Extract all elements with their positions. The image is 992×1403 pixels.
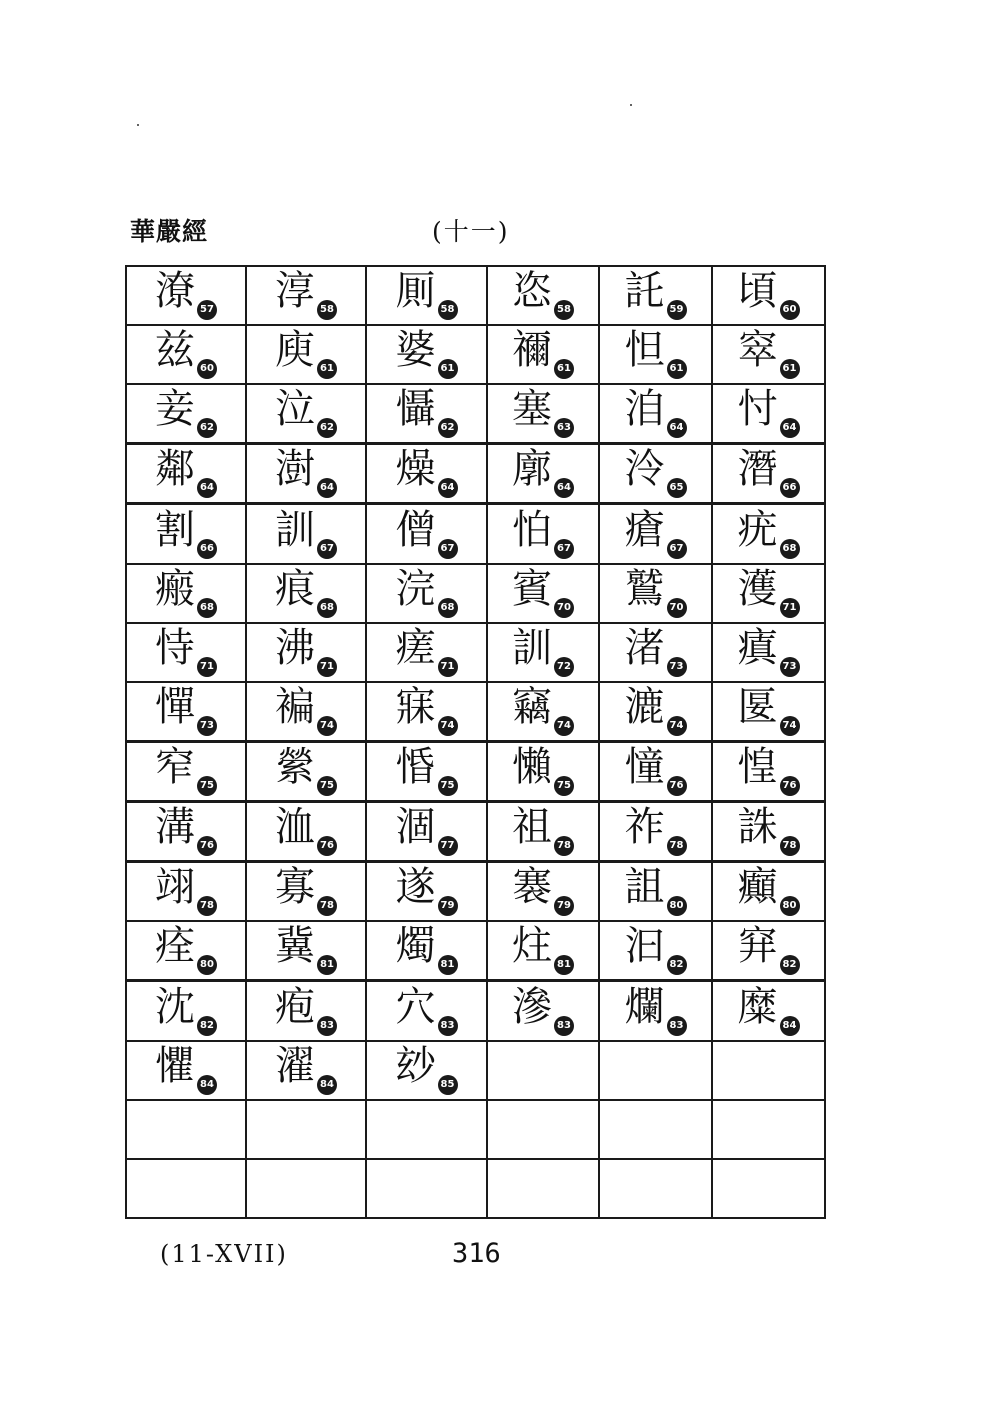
- reference-number-badge: 71: [317, 657, 337, 677]
- table-cell: [599, 1159, 712, 1218]
- table-cell: [366, 384, 487, 444]
- reference-number-badge: 76: [780, 776, 800, 796]
- table-cell: [366, 741, 487, 801]
- character-glyph: 懼: [155, 1042, 195, 1089]
- character-glyph: 厠: [395, 268, 436, 315]
- table-cell: [487, 1159, 599, 1218]
- table-cell: [126, 981, 246, 1041]
- reference-number-badge: 71: [780, 598, 800, 618]
- character-glyph: 冀: [275, 923, 315, 970]
- reference-number-badge: 63: [554, 418, 574, 438]
- table-cell: [599, 384, 712, 444]
- character-glyph: 賓: [512, 565, 552, 612]
- reference-number-badge: 59: [667, 300, 687, 320]
- table-cell: [599, 1100, 712, 1159]
- table-cell: [487, 1041, 599, 1100]
- table-cell: [487, 325, 599, 384]
- reference-number-badge: 83: [438, 1016, 458, 1036]
- table-cell: [366, 682, 487, 742]
- character-glyph: 瘥: [395, 624, 436, 671]
- character-glyph: 訓: [275, 506, 315, 553]
- character-glyph: 誅: [737, 804, 778, 851]
- table-cell: [366, 266, 487, 325]
- reference-number-badge: 83: [554, 1016, 574, 1036]
- table-cell: [366, 325, 487, 384]
- character-glyph: 頃: [737, 268, 778, 315]
- table-cell: [487, 444, 599, 504]
- table-cell: [366, 444, 487, 504]
- character-glyph: 疣: [737, 506, 778, 553]
- reference-number-badge: 76: [197, 836, 217, 856]
- character-glyph: 祖: [512, 804, 552, 851]
- character-glyph: 爛: [624, 983, 665, 1030]
- reference-number-badge: 61: [317, 359, 337, 379]
- table-cell: [366, 921, 487, 981]
- reference-number-badge: 74: [780, 716, 800, 736]
- character-glyph: 妾: [155, 386, 195, 433]
- character-glyph: 託: [624, 268, 665, 315]
- reference-number-badge: 78: [197, 896, 217, 916]
- character-glyph: 褊: [275, 683, 315, 730]
- table-cell: [246, 266, 366, 325]
- reference-number-badge: 64: [780, 418, 800, 438]
- table-row: [126, 564, 825, 623]
- character-glyph: 泣: [275, 386, 315, 433]
- character-glyph: 汩: [624, 923, 665, 970]
- reference-number-badge: 82: [667, 955, 687, 975]
- reference-number-badge: 74: [317, 716, 337, 736]
- table-row: [126, 741, 825, 801]
- table-cell: [712, 325, 825, 384]
- table-cell: [366, 623, 487, 682]
- table-cell: [599, 325, 712, 384]
- table-cell: [487, 266, 599, 325]
- table-cell: [246, 325, 366, 384]
- character-glyph: 瘨: [737, 624, 778, 671]
- table-cell: [712, 741, 825, 801]
- table-row: [126, 1100, 825, 1159]
- character-glyph: 恣: [512, 268, 552, 315]
- table-cell: [487, 741, 599, 801]
- character-glyph: 憚: [155, 683, 195, 730]
- character-glyph: 惶: [737, 744, 778, 790]
- table-cell: [246, 444, 366, 504]
- page-number: 316: [452, 1238, 501, 1269]
- reference-number-badge: 58: [317, 300, 337, 320]
- table-cell: [712, 981, 825, 1041]
- reference-number-badge: 73: [667, 657, 687, 677]
- character-table: [125, 265, 826, 1219]
- character-glyph: 濩: [737, 565, 778, 612]
- reference-number-badge: 75: [317, 776, 337, 796]
- table-cell: [712, 802, 825, 862]
- reference-number-badge: 79: [554, 896, 574, 916]
- table-row: [126, 623, 825, 682]
- table-cell: [599, 682, 712, 742]
- character-glyph: 燥: [395, 446, 436, 493]
- reference-number-badge: 85: [438, 1075, 458, 1095]
- character-glyph: 疱: [275, 983, 315, 1030]
- table-cell: [366, 564, 487, 623]
- character-glyph: 翊: [155, 864, 195, 911]
- table-cell: [246, 862, 366, 922]
- reference-number-badge: 64: [554, 478, 574, 498]
- reference-number-badge: 84: [780, 1016, 800, 1036]
- reference-number-badge: 78: [317, 896, 337, 916]
- table-cell: [599, 623, 712, 682]
- table-cell: [487, 1100, 599, 1159]
- table-cell: [366, 1100, 487, 1159]
- table-cell: [599, 504, 712, 564]
- character-glyph: 糜: [737, 983, 778, 1030]
- table-cell: [712, 682, 825, 742]
- character-glyph: 涸: [395, 804, 436, 851]
- table-cell: [126, 921, 246, 981]
- character-glyph: 婆: [395, 327, 436, 374]
- reference-number-badge: 64: [438, 478, 458, 498]
- character-glyph: 懶: [512, 744, 552, 790]
- character-glyph: 恃: [155, 624, 195, 671]
- character-glyph: 痊: [155, 923, 195, 970]
- reference-number-badge: 71: [197, 657, 217, 677]
- table-cell: [246, 921, 366, 981]
- table-cell: [126, 741, 246, 801]
- character-glyph: 渚: [624, 624, 665, 671]
- reference-number-badge: 66: [197, 539, 217, 559]
- reference-number-badge: 67: [554, 539, 574, 559]
- character-glyph: 漉: [624, 683, 665, 730]
- reference-number-badge: 73: [780, 657, 800, 677]
- table-row: [126, 504, 825, 564]
- reference-number-badge: 58: [438, 300, 458, 320]
- table-cell: [487, 921, 599, 981]
- character-glyph: 潦: [155, 268, 195, 315]
- reference-number-badge: 80: [780, 896, 800, 916]
- character-glyph: 瘢: [155, 565, 195, 612]
- reference-number-badge: 77: [438, 836, 458, 856]
- reference-number-badge: 58: [554, 300, 574, 320]
- character-glyph: 浣: [395, 565, 436, 612]
- table-cell: [366, 981, 487, 1041]
- table-cell: [246, 741, 366, 801]
- character-glyph: 澍: [275, 446, 315, 493]
- character-glyph: 竊: [512, 683, 552, 730]
- scan-speck: [630, 104, 632, 106]
- table-cell: [246, 802, 366, 862]
- table-cell: [366, 1159, 487, 1218]
- reference-number-badge: 76: [667, 776, 687, 796]
- table-cell: [487, 384, 599, 444]
- reference-number-badge: 74: [438, 716, 458, 736]
- character-glyph: 詛: [624, 864, 665, 911]
- table-cell: [599, 266, 712, 325]
- character-glyph: 潛: [737, 446, 778, 493]
- character-glyph: 洎: [624, 386, 665, 433]
- table-cell: [599, 921, 712, 981]
- reference-number-badge: 62: [317, 418, 337, 438]
- character-glyph: 怕: [512, 506, 552, 553]
- character-glyph: 瘡: [624, 506, 665, 553]
- reference-number-badge: 84: [197, 1075, 217, 1095]
- reference-number-badge: 78: [554, 836, 574, 856]
- character-glyph: 滲: [512, 983, 552, 1030]
- table-cell: [126, 862, 246, 922]
- table-cell: [366, 504, 487, 564]
- character-glyph: 穴: [395, 983, 436, 1030]
- table-cell: [712, 1159, 825, 1218]
- table-cell: [599, 981, 712, 1041]
- reference-number-badge: 61: [780, 359, 800, 379]
- reference-number-badge: 81: [554, 955, 574, 975]
- table-cell: [126, 1159, 246, 1218]
- reference-number-badge: 73: [197, 716, 217, 736]
- character-glyph: 痕: [275, 565, 315, 612]
- table-row: [126, 1159, 825, 1218]
- table-row: [126, 266, 825, 325]
- character-glyph: 縈: [275, 744, 315, 790]
- reference-number-badge: 64: [197, 478, 217, 498]
- table-cell: [487, 981, 599, 1041]
- character-glyph: 塞: [512, 386, 552, 433]
- character-glyph: 穽: [737, 923, 778, 970]
- reference-number-badge: 80: [197, 955, 217, 975]
- table-cell: [126, 802, 246, 862]
- table-cell: [246, 1159, 366, 1218]
- table-cell: [487, 682, 599, 742]
- table-cell: [366, 862, 487, 922]
- table-row: [126, 981, 825, 1041]
- table-cell: [126, 444, 246, 504]
- table-cell: [599, 862, 712, 922]
- reference-number-badge: 70: [554, 598, 574, 618]
- table-cell: [366, 802, 487, 862]
- table-cell: [246, 384, 366, 444]
- character-glyph: 燭: [395, 923, 436, 970]
- reference-number-badge: 81: [438, 955, 458, 975]
- table-cell: [712, 1041, 825, 1100]
- table-cell: [487, 504, 599, 564]
- character-glyph: 訓: [512, 624, 552, 671]
- character-glyph: 癲: [737, 864, 778, 911]
- table-cell: [126, 564, 246, 623]
- reference-number-badge: 66: [780, 478, 800, 498]
- reference-number-badge: 80: [667, 896, 687, 916]
- book-title: 華嚴經: [130, 217, 209, 246]
- character-glyph: 炷: [512, 923, 552, 970]
- reference-number-badge: 64: [317, 478, 337, 498]
- table-cell: [246, 682, 366, 742]
- volume-code: (11-XVII): [160, 1240, 288, 1268]
- character-glyph: 寡: [275, 864, 315, 911]
- reference-number-badge: 62: [438, 418, 458, 438]
- table-cell: [246, 504, 366, 564]
- table-cell: [599, 741, 712, 801]
- table-cell: [712, 623, 825, 682]
- character-glyph: 懾: [395, 386, 436, 433]
- reference-number-badge: 82: [197, 1016, 217, 1036]
- table-row: [126, 325, 825, 384]
- table-cell: [599, 802, 712, 862]
- table-cell: [712, 1100, 825, 1159]
- character-glyph: 沈: [155, 983, 195, 1030]
- table-row: [126, 444, 825, 504]
- table-cell: [246, 564, 366, 623]
- character-glyph: 鄰: [155, 446, 195, 493]
- table-cell: [246, 1041, 366, 1100]
- section-label: (十一): [432, 217, 510, 246]
- reference-number-badge: 79: [438, 896, 458, 916]
- table-row: [126, 921, 825, 981]
- reference-number-badge: 76: [317, 836, 337, 856]
- character-glyph: 褰: [512, 864, 552, 911]
- reference-number-badge: 60: [780, 300, 800, 320]
- reference-number-badge: 61: [554, 359, 574, 379]
- reference-number-badge: 68: [438, 598, 458, 618]
- table-row: [126, 862, 825, 922]
- reference-number-badge: 67: [667, 539, 687, 559]
- table-cell: [712, 444, 825, 504]
- reference-number-badge: 68: [197, 598, 217, 618]
- character-glyph: 寐: [395, 683, 436, 730]
- table-cell: [712, 862, 825, 922]
- reference-number-badge: 64: [667, 418, 687, 438]
- character-glyph: 濯: [275, 1042, 315, 1089]
- table-cell: [599, 1041, 712, 1100]
- reference-number-badge: 57: [197, 300, 217, 320]
- table-cell: [366, 1041, 487, 1100]
- reference-number-badge: 71: [438, 657, 458, 677]
- character-glyph: 禰: [512, 327, 552, 374]
- character-glyph: 洫: [275, 804, 315, 851]
- reference-number-badge: 61: [438, 359, 458, 379]
- character-table-body: [126, 266, 825, 1218]
- character-glyph: 淳: [275, 268, 315, 315]
- character-glyph: 兹: [155, 327, 195, 374]
- table-cell: [126, 1041, 246, 1100]
- character-glyph: 窣: [737, 327, 778, 374]
- reference-number-badge: 61: [667, 359, 687, 379]
- character-glyph: 忖: [737, 386, 778, 433]
- table-cell: [487, 862, 599, 922]
- character-glyph: 匽: [737, 683, 778, 730]
- table-row: [126, 682, 825, 742]
- character-glyph: 泠: [624, 446, 665, 493]
- reference-number-badge: 68: [780, 539, 800, 559]
- reference-number-badge: 68: [317, 598, 337, 618]
- table-cell: [246, 623, 366, 682]
- table-cell: [487, 623, 599, 682]
- character-glyph: 沸: [275, 624, 315, 671]
- reference-number-badge: 75: [554, 776, 574, 796]
- character-glyph: 割: [155, 506, 195, 553]
- character-glyph: 廓: [512, 446, 552, 493]
- table-cell: [126, 266, 246, 325]
- character-glyph: 惛: [395, 744, 436, 790]
- character-glyph: 溝: [155, 804, 195, 851]
- reference-number-badge: 75: [438, 776, 458, 796]
- reference-number-badge: 67: [317, 539, 337, 559]
- reference-number-badge: 82: [780, 955, 800, 975]
- character-glyph: 遂: [395, 864, 436, 911]
- reference-number-badge: 65: [667, 478, 687, 498]
- reference-number-badge: 62: [197, 418, 217, 438]
- character-glyph: 祚: [624, 804, 665, 851]
- character-glyph: 憧: [624, 744, 665, 790]
- table-cell: [126, 1100, 246, 1159]
- table-row: [126, 384, 825, 444]
- table-cell: [487, 802, 599, 862]
- table-cell: [126, 682, 246, 742]
- reference-number-badge: 81: [317, 955, 337, 975]
- table-row: [126, 802, 825, 862]
- table-cell: [712, 266, 825, 325]
- table-row: [126, 1041, 825, 1100]
- reference-number-badge: 67: [438, 539, 458, 559]
- reference-number-badge: 60: [197, 359, 217, 379]
- scan-speck: [137, 124, 139, 126]
- table-cell: [712, 384, 825, 444]
- table-cell: [599, 564, 712, 623]
- table-cell: [599, 444, 712, 504]
- reference-number-badge: 74: [667, 716, 687, 736]
- character-glyph: 玅: [395, 1042, 436, 1089]
- table-cell: [246, 981, 366, 1041]
- table-cell: [712, 564, 825, 623]
- character-glyph: 鷲: [624, 565, 665, 612]
- table-cell: [126, 623, 246, 682]
- reference-number-badge: 72: [554, 657, 574, 677]
- reference-number-badge: 75: [197, 776, 217, 796]
- reference-number-badge: 70: [667, 598, 687, 618]
- reference-number-badge: 83: [317, 1016, 337, 1036]
- table-cell: [126, 325, 246, 384]
- reference-number-badge: 78: [667, 836, 687, 856]
- table-cell: [126, 384, 246, 444]
- table-cell: [712, 504, 825, 564]
- table-cell: [126, 504, 246, 564]
- character-glyph: 窄: [155, 744, 195, 790]
- table-cell: [712, 921, 825, 981]
- reference-number-badge: 84: [317, 1075, 337, 1095]
- table-cell: [246, 1100, 366, 1159]
- reference-number-badge: 83: [667, 1016, 687, 1036]
- reference-number-badge: 74: [554, 716, 574, 736]
- character-glyph: 庾: [275, 327, 315, 374]
- table-cell: [487, 564, 599, 623]
- reference-number-badge: 78: [780, 836, 800, 856]
- character-glyph: 怛: [624, 327, 665, 374]
- character-glyph: 僧: [395, 506, 436, 553]
